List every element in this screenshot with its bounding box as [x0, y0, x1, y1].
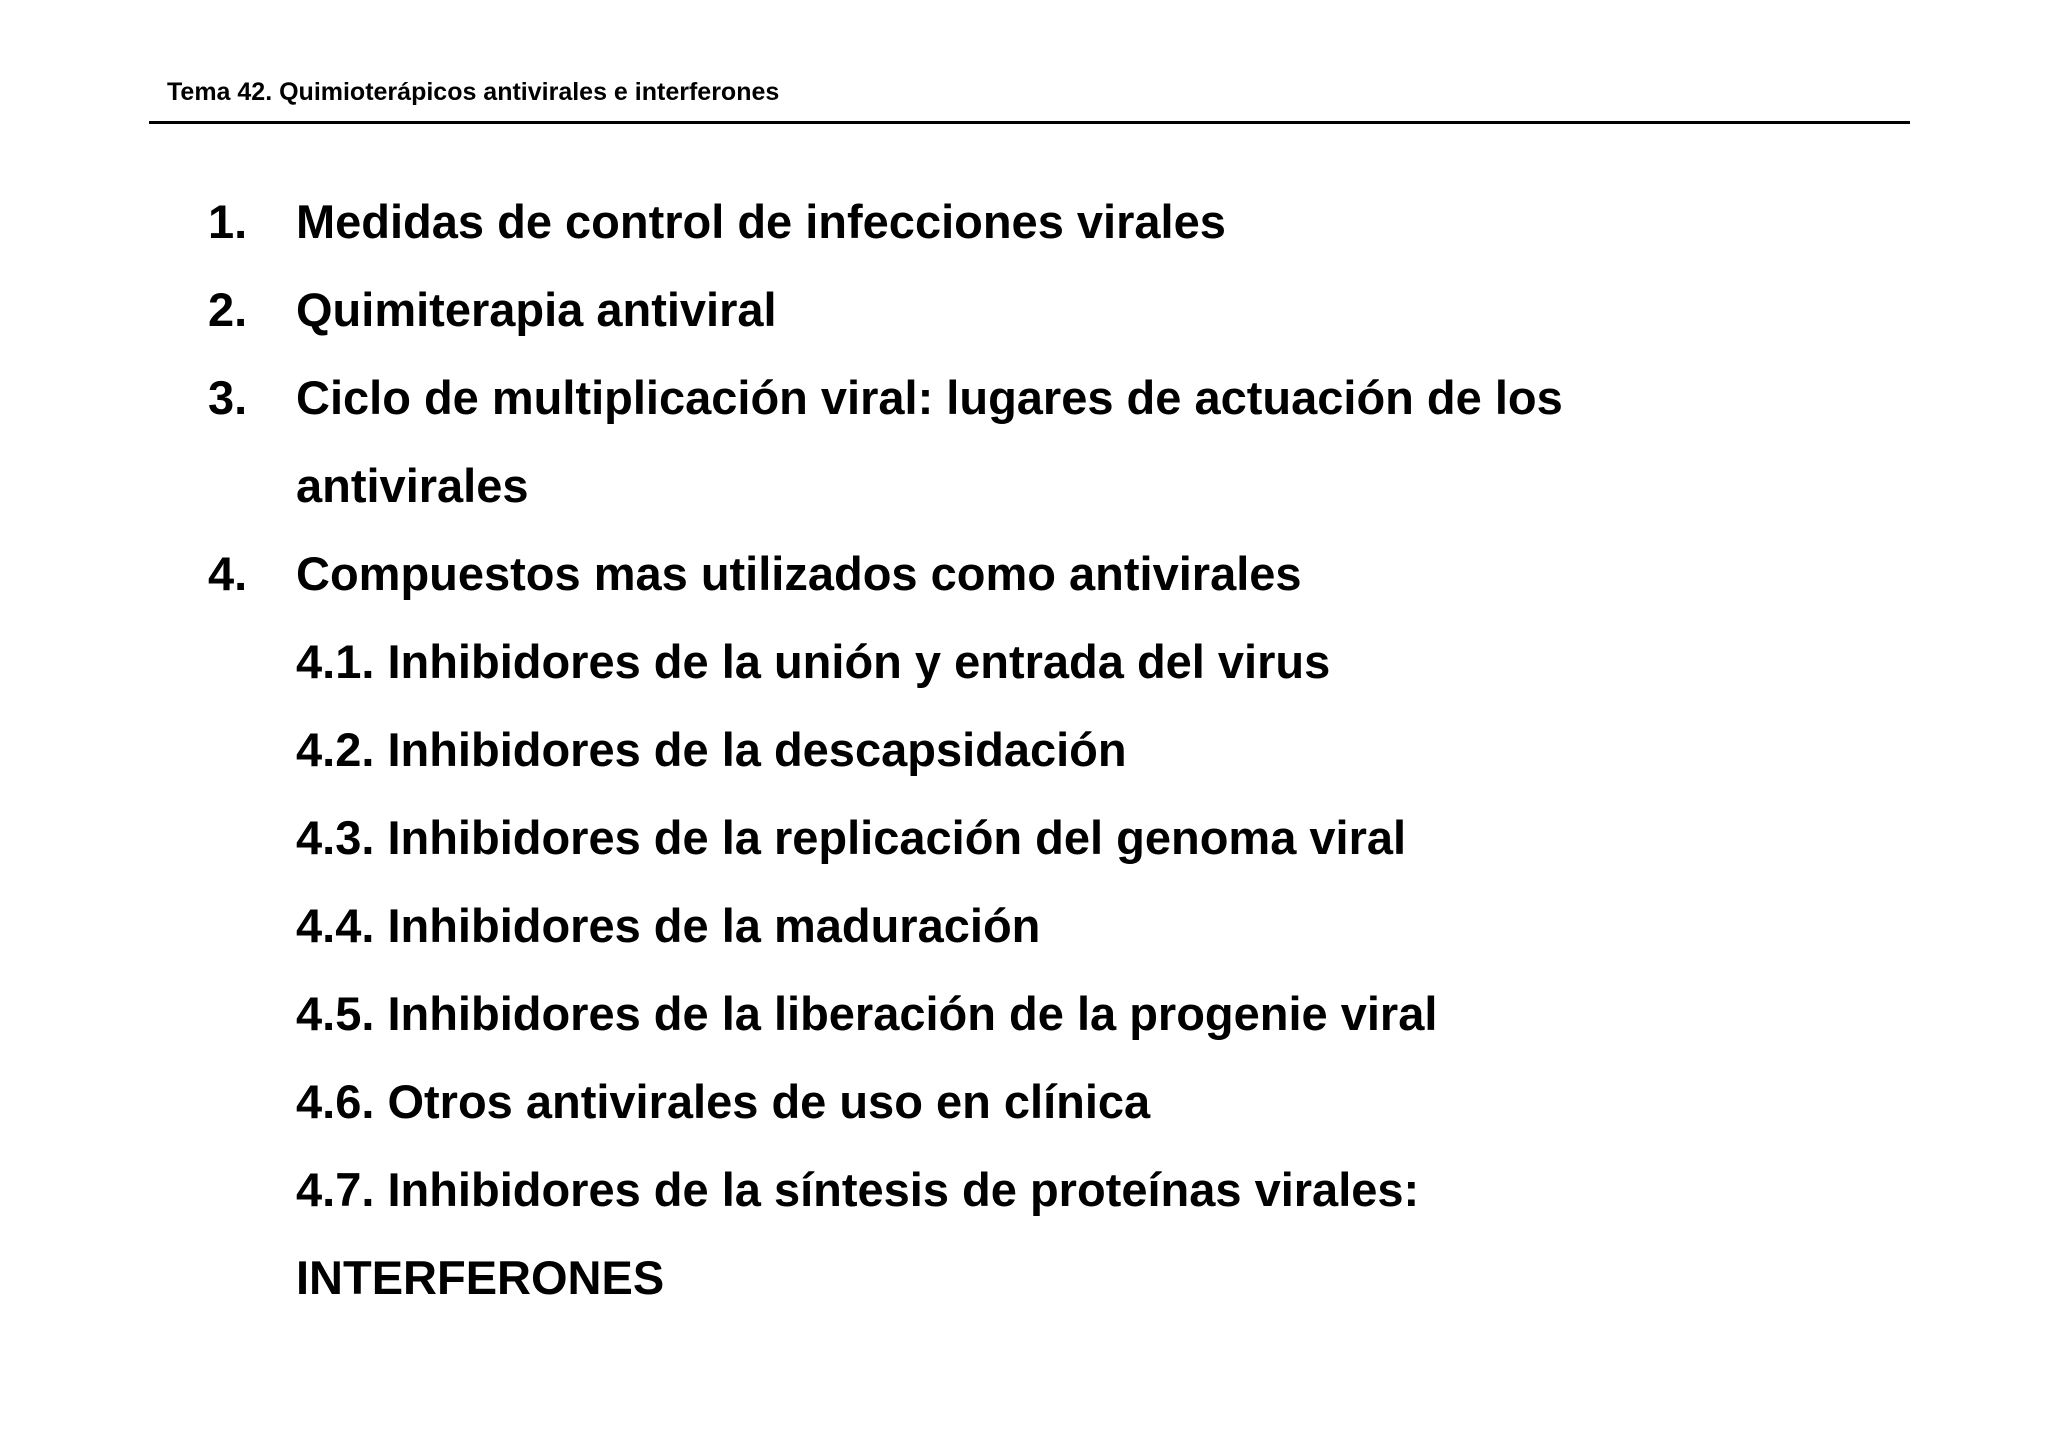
outline-subitem-text: 4.7. Inhibidores de la síntesis de proteínas virales: [296, 1163, 1420, 1216]
document-header-title: Tema 42. Quimioterápicos antivirales e interferones [167, 78, 780, 106]
outline-item-number: 1. [208, 195, 248, 248]
outline-subitem-text-continuation: INTERFERONES [296, 1251, 665, 1304]
outline-item-text: Quimiterapia antiviral [296, 283, 777, 336]
outline-item-text: Ciclo de multiplicación viral: lugares de actuación de los [296, 371, 1563, 424]
outline-item-text: Compuestos mas utilizados como antivirales [296, 547, 1302, 600]
outline-item-text: Medidas de control de infecciones virales [296, 195, 1226, 248]
outline-subitem-text: 4.6. Otros antivirales de uso en clínica [296, 1075, 1151, 1128]
outline-item-number: 3. [208, 371, 248, 424]
outline-subitem-text: 4.3. Inhibidores de la replicación del genoma viral [296, 811, 1407, 864]
outline-subitem-text: 4.2. Inhibidores de la descapsidación [296, 723, 1127, 776]
outline-item-number: 2. [208, 283, 248, 336]
outline-subitem-text: 4.1. Inhibidores de la unión y entrada del virus [296, 635, 1331, 688]
header-divider [149, 121, 1910, 124]
outline-subitem-text: 4.4. Inhibidores de la maduración [296, 899, 1041, 952]
outline-item-text-continuation: antivirales [296, 459, 529, 512]
outline-item-number: 4. [208, 547, 248, 600]
outline-subitem-text: 4.5. Inhibidores de la liberación de la progenie viral [296, 987, 1438, 1040]
